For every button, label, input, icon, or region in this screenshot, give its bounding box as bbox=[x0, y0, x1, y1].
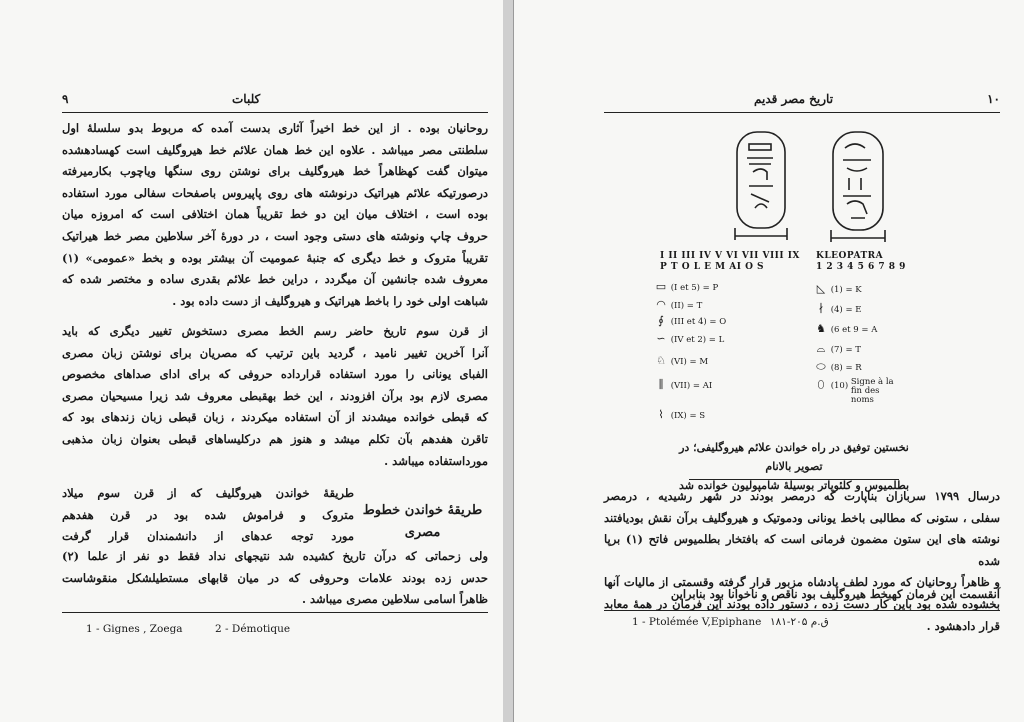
text-line: تاقرن هفدهم بآن تکلم میشد و هنوز هم درکلیساهای قبطی بعنوان زبان مذهبی bbox=[62, 431, 488, 446]
text-line: درصورتیکه علائم هیراتیک درنوشته های روی پاپیروس باصفحات سفالی مورد استفاده bbox=[62, 185, 488, 200]
page-header bbox=[604, 92, 1000, 112]
sign-value: Signe à la fin des noms bbox=[850, 377, 894, 405]
right-page bbox=[513, 0, 1024, 722]
cleopatra-cartouche bbox=[827, 128, 889, 246]
text-line: متروک و فراموش شده بود در قرن هفدهم bbox=[62, 507, 354, 522]
footnote: 1 - Ptolémée V,Epiphane bbox=[632, 616, 762, 628]
text-line: سفلی ، ستونی که مطالبی باخط یونانی ودموتیک و هیروگلیف برآن نقش بودیافتند bbox=[604, 510, 1000, 525]
text-line: و ظاهراً روحانیان که مورد لطف پادشاه مزبور قرار گرفته وقسمتی از مالیات آنها bbox=[604, 575, 1000, 590]
cleopatra-numbers: 1 2 3 4 5 6 7 8 9 bbox=[816, 262, 906, 272]
sign-value: = R bbox=[845, 363, 862, 373]
ptolemy-numbers: I II III IV V VI VII VIII IX bbox=[660, 251, 800, 261]
ptolemy-letters: P T O L E M AI O S bbox=[660, 262, 765, 272]
text-line: الفبای یونانی را مورد استفاده قرارداده حروفی که برای ادای صداهای مخصوص bbox=[62, 367, 488, 382]
text-line: ولی زحماتی که درآن تاریخ کشیده شد نتیجهای نداد فقط دو نفر از علما (۲) bbox=[62, 549, 488, 563]
sign-item bbox=[814, 322, 877, 335]
running-title: كلبات bbox=[232, 92, 261, 106]
caption-rule bbox=[689, 479, 899, 480]
paragraph bbox=[62, 118, 488, 312]
sign-value: = P bbox=[702, 283, 719, 293]
hand-glyph-icon: ⌓ bbox=[816, 342, 826, 355]
semicircle-glyph-icon: ◠ bbox=[656, 298, 666, 311]
header-rule bbox=[604, 112, 1000, 113]
text-line: طریقهٔ خواندن هیروگلیف که از قرن سوم میلاد bbox=[62, 486, 354, 500]
sign-value: = O bbox=[709, 317, 727, 327]
page-number: ١٠ bbox=[987, 92, 1000, 106]
sign-value: = A bbox=[861, 325, 878, 335]
sign-label: (8) bbox=[830, 363, 843, 373]
text-line: ظاهراً اسامی سلاطین مصری میباشد . bbox=[302, 592, 488, 607]
caption-line: بطلمیوس و کلئوپاتر بوسیلهٔ شامپولیون خوانده شد bbox=[678, 479, 910, 492]
eagle-glyph-icon: ♞ bbox=[816, 322, 826, 335]
side-heading-line: مصری bbox=[404, 525, 441, 540]
text-line: مورداستفاده میباشد . bbox=[384, 453, 488, 468]
sign-item bbox=[654, 378, 712, 391]
sign-value: = M bbox=[689, 357, 709, 367]
text-line: نوشته های این ستون مضمون فرمانی است که بافتخار بطلمیوس فاتح (۱) برپا شده bbox=[604, 532, 1000, 568]
left-page bbox=[0, 0, 504, 722]
ptolemy-sign-list bbox=[654, 276, 804, 432]
footnote: 2 - Démotique bbox=[215, 623, 291, 635]
text-line: بوده است ، اختلاف میان این دو خط تقریباً همان اختلافی است که امروزه میان bbox=[62, 207, 488, 222]
sign-label: (10) bbox=[830, 381, 849, 391]
sign-value: = S bbox=[689, 411, 706, 421]
header-rule bbox=[62, 112, 488, 113]
side-heading-line: طریقهٔ خواندن خطوط bbox=[362, 503, 483, 518]
reed-glyph-icon: ∤ bbox=[818, 302, 824, 315]
text-line: درسال ۱۷۹۹ سربازان بناپارت که درمصر بودند در شهر رشیدیه ، درمصر bbox=[604, 489, 1000, 503]
egg-glyph-icon: ⬯ bbox=[817, 378, 825, 391]
sign-item bbox=[654, 332, 724, 345]
square-glyph-icon: ▭ bbox=[655, 280, 667, 293]
text-line: مورد توجه عدهای از دانشمندان قرار گرفت bbox=[62, 529, 354, 544]
footnote-date: ق.م ۲۰۵-۱۸۱ bbox=[770, 616, 829, 628]
text-line: تقریباً متروک و خط دیگری که جنبهٔ عمومیت آن بیشتر بوده و بخط «عمومی» (۱) bbox=[62, 250, 488, 265]
cleopatra-name: KLEOPATRA bbox=[816, 251, 884, 261]
sign-value: = K bbox=[845, 285, 862, 295]
paragraph bbox=[62, 483, 354, 548]
sign-value: = E bbox=[845, 305, 862, 315]
text-line: بخشوده شده بود باین کار دست زده ، دستور داده بودند این فرمان در همهٔ معابد bbox=[604, 596, 1000, 611]
side-heading bbox=[360, 500, 485, 544]
running-title: تاریخ مصر قدیم bbox=[754, 92, 834, 106]
cleopatra-sign-list bbox=[814, 278, 914, 428]
page-number: ٩ bbox=[62, 92, 69, 106]
text-line: حدس زده بودند علامات وحروفی که در میان قابهای مستطیلشکل منقوشاست bbox=[62, 570, 488, 585]
mouth-glyph-icon: ⬭ bbox=[816, 360, 826, 373]
caption-line: نخستین توفیق در راه خواندن علائم هیروگلیفی؛ در تصویر بالانام bbox=[679, 441, 909, 473]
sign-item bbox=[814, 360, 862, 374]
sign-item bbox=[814, 282, 862, 295]
sign-item bbox=[814, 302, 861, 315]
sign-item bbox=[654, 408, 705, 421]
sign-label: (7) bbox=[830, 345, 843, 355]
book-gutter bbox=[503, 0, 513, 722]
footnote: 1 - Gignes , Zoega bbox=[86, 623, 183, 635]
sign-label: (VII) bbox=[670, 381, 691, 391]
sign-label: (6 et 9 bbox=[830, 325, 859, 335]
sign-label: (IV et 2) bbox=[670, 335, 707, 345]
paragraph bbox=[62, 546, 488, 611]
sign-label: (VI) bbox=[670, 357, 687, 367]
text-line: سلطنتی مصر میباشد . علاوه این خط همان علائم خط هیروگلیف است کهسادهشده bbox=[62, 142, 488, 157]
paragraph bbox=[62, 321, 488, 472]
text-line: از قرن سوم تاریخ حاضر رسم الخط مصری دستخوش تغییر دیگری که باید bbox=[62, 324, 488, 338]
knot-glyph-icon: ∮ bbox=[658, 314, 664, 327]
lion-glyph-icon: ∽ bbox=[656, 332, 666, 345]
page-header bbox=[62, 92, 488, 112]
text-line: قرار دادهشود . bbox=[926, 618, 1000, 633]
sign-item bbox=[654, 354, 708, 367]
text-line: آنقسمت این فرمان کهبخط هیروگلیف بود ناقص و ناخوانا بود بنابراین bbox=[670, 587, 1000, 601]
sign-item bbox=[654, 298, 702, 311]
sign-label: (4) bbox=[830, 305, 843, 315]
ptolemy-cartouche bbox=[731, 128, 791, 244]
text-line: حروف چاپ ونوشته های دستی وجود است ، در دورهٔ آخر سلاطین مصر خط هیراتیک bbox=[62, 228, 488, 243]
sign-label: (III et 4) bbox=[670, 317, 707, 327]
footnote-rule bbox=[62, 612, 488, 613]
text-line: آنرا آخرین تغییر نامید ، گردید باین ترتیب که مصریان برای نوشتن زبان مصری bbox=[62, 345, 488, 360]
sign-item bbox=[814, 342, 861, 356]
sign-value: = T bbox=[845, 345, 861, 355]
paragraph bbox=[604, 584, 1000, 606]
sign-value: = T bbox=[686, 301, 703, 311]
sign-value: = AI bbox=[692, 381, 713, 391]
sign-item bbox=[654, 314, 726, 327]
sign-item bbox=[814, 378, 924, 405]
footnote-rule bbox=[604, 610, 1000, 611]
sign-value: = L bbox=[708, 335, 725, 345]
sign-item bbox=[654, 280, 718, 293]
text-line: مصری لازم بود برآن افزودند ، این خط بهقبطی معروف شد زیرا مسیحیان مصری bbox=[62, 388, 488, 403]
reeds-glyph-icon: ∥ bbox=[658, 378, 664, 391]
sign-label: (II) bbox=[670, 301, 685, 311]
bolt-glyph-icon: ⌇ bbox=[658, 408, 664, 421]
text-line: روحانیان بوده . از این خط اخیراً آثاری بدست آمده که مربوط بدو سلسلهٔ اول bbox=[62, 121, 488, 135]
sign-label: (1) bbox=[830, 285, 843, 295]
sign-label: (I et 5) bbox=[670, 283, 700, 293]
text-line: میتوان گفت کهظاهراً خط هیروگلیف برای نوشتن روی سنگها ویاچوب بکارمیرفته bbox=[62, 164, 488, 179]
text-line: که قبطی خوانده میشدند از آن استفاده میکردند ، زبان قبطی زبان زندهای بود که bbox=[62, 410, 488, 425]
basket-glyph-icon: ◺ bbox=[816, 282, 826, 295]
text-line: معروف شده جانشین آن میگردد ، دراین خط علائم بقدری ساده و مختصر شده که bbox=[62, 272, 488, 287]
sign-label: (IX) bbox=[670, 411, 687, 421]
text-line: شباهت اولی خود را باخط هیراتیک و هیروگلیف از دست داده بود . bbox=[172, 293, 488, 308]
paragraph bbox=[604, 486, 1000, 637]
owl-glyph-icon: ♘ bbox=[656, 354, 666, 367]
